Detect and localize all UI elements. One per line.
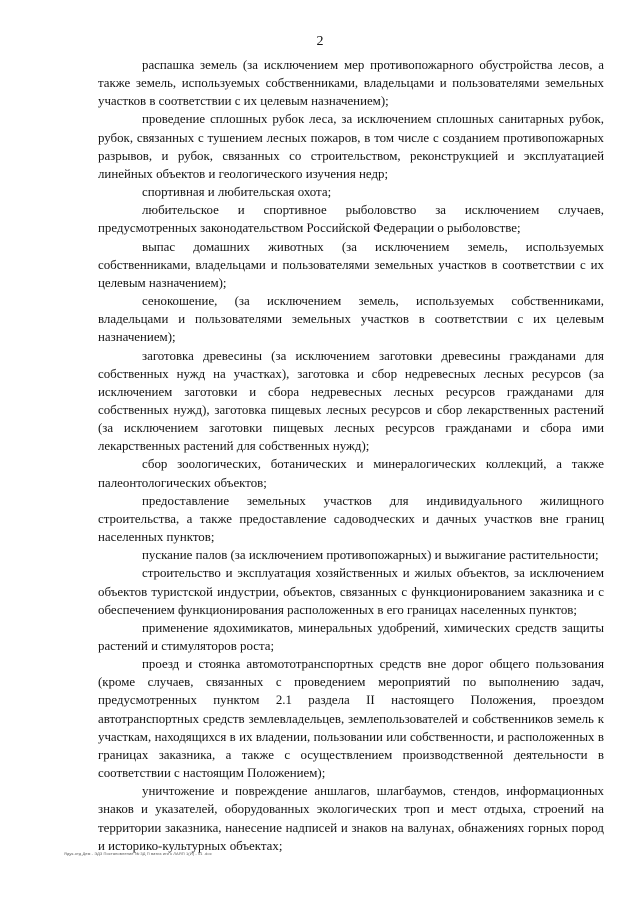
list-item-hunting: спортивная и любительская охота; — [142, 185, 332, 200]
file-path-footer: Ядук-отд Дем - ЭД3 Постановление № 3Д П ватиз иги к ЛАЯП 1(И) - 01 .doc — [64, 851, 212, 856]
list-item-haymaking: сенокошение, (за исключением земель, используемых собственниками, владельцами и пользователями земельных участков в соответствии с их целевым назначением); — [98, 294, 604, 345]
list-item-construction: строительство и эксплуатация хозяйственных и жилых объектов, за исключением объектов туристской индустрии, объектов, связанных с функционированием заказника и с обеспечением функционирования расположенных в его границах населенных пунктов; — [98, 566, 604, 617]
list-item-collections: сбор зоологических, ботанических и минералогических коллекций, а также палеонтологических объектов; — [98, 457, 604, 490]
list-item-land-plowing: распашка земель (за исключением мер противопожарного обустройства лесов, а также земель, используемых собственниками, владельцами и пользователями земельных участков в соответствии с их целевым назначением); — [98, 58, 604, 109]
page-number: 2 — [316, 34, 324, 49]
regulation-body — [98, 56, 604, 855]
list-item-clear-cutting: проведение сплошных рубок леса, за исключением сплошных санитарных рубок, рубок, связанных с тушением лесных пожаров, в том числе с созданием противопожарных разрывов, и рубок, связанных со строительством, реконструкцией и эксплуатацией линейных объектов и геологического изучения недр; — [98, 112, 604, 181]
list-item-timber-harvest: заготовка древесины (за исключением заготовки древесины гражданами для собственных нужд на участках), заготовка и сбор недревесных лесных ресурсов (за исключением заготовки и сбора недревесных лесных ресурсов гражданами для собственных нужд), заготовка пищевых лесных ресурсов и сбор лекарственных растений (за исключением заготовки пищевых лесных ресурсов гражданами и сбора ими лекарственных растений для собственных нужд); — [98, 348, 604, 454]
list-item-vehicles: проезд и стоянка автомототранспортных средств вне дорог общего пользования (кроме случаев, связанных с проведением мероприятий по выполнению задач, предусмотренных пунктом 2.1 раздела II настоящего Положения, проездом автотранспортных средств землевладельцев, землепользователей и собственников земель к участкам, находящихся в их владении, пользовании или собственности, и расположенных в границах заказника, а также с осуществлением производственной деятельности в соответствии с настоящим Положением); — [98, 657, 604, 781]
list-item-grazing: выпас домашних животных (за исключением земель, используемых собственниками, владельцами и пользователями земельных участков в соответствии с их целевым назначением); — [98, 239, 604, 290]
list-item-burning: пускание палов (за исключением противопожарных) и выжигание растительности; — [142, 548, 599, 563]
list-item-chemicals: применение ядохимикатов, минеральных удобрений, химических средств защиты растений и стимуляторов роста; — [98, 620, 604, 653]
list-item-fishing: любительское и спортивное рыболовство за исключением случаев, предусмотренных законодательством Российской Федерации о рыболовстве; — [98, 203, 604, 236]
list-item-land-allotment: предоставление земельных участков для индивидуального жилищного строительства, а также предоставление садоводческих и дачных участков вне границ населенных пунктов; — [98, 493, 604, 545]
list-item-vandalism: уничтожение и повреждение аншлагов, шлагбаумов, стендов, информационных знаков и указателей, оборудованных экологических троп и мест отдыха, строений на территории заказника, нанесение надписей и знаков на валунах, обнажениях горных пород и историко-культурных объектах; — [98, 784, 604, 853]
